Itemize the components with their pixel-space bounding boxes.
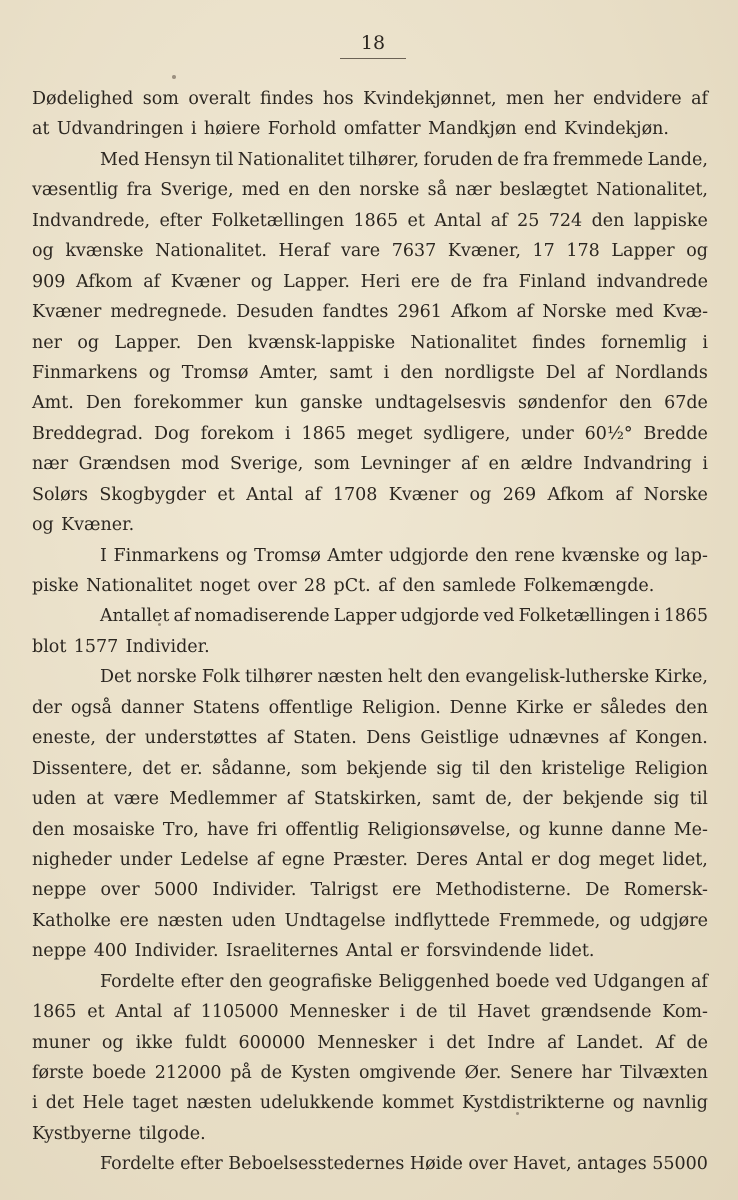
text-line: Dødelighed som overalt findes hos Kvindekjønnet, men her endvidere af bbox=[32, 89, 708, 109]
text-line: blot 1577 Individer. bbox=[32, 636, 210, 657]
text-line: i det Hele taget næsten udelukkende kommet Kystdistrikterne og navnlig bbox=[32, 1093, 708, 1114]
text-line: væsentlig fra Sverige, med en den norske så nær beslægtet Nationalitet, bbox=[32, 180, 708, 201]
text-line: eneste, der understøttes af Staten. Dens Geistlige udnævnes af Kongen. bbox=[32, 728, 708, 749]
text-line: og Kvæner. bbox=[32, 515, 135, 536]
text-line: nær Grændsen mod Sverige, som Levninger af en ældre Indvandring i bbox=[32, 454, 708, 475]
text-line: Katholke ere næsten uden Undtagelse indflyttede Fremmede, og udgjøre bbox=[32, 910, 708, 931]
body-text bbox=[32, 84, 708, 1180]
text-line: Amt. Den forekommer kun ganske undtagelsesvis søndenfor den 67de bbox=[32, 393, 708, 414]
print-speck bbox=[172, 75, 176, 79]
text-line: den mosaiske Tro, have fri offentlig Religionsøvelse, og kunne danne Me- bbox=[32, 819, 708, 840]
text-line: nigheder under Ledelse af egne Præster. Deres Antal er dog meget lidet, bbox=[32, 849, 708, 870]
text-line: neppe 400 Individer. Israeliternes Antal er forsvindende lidet. bbox=[32, 941, 595, 962]
text-line: piske Nationalitet noget over 28 pCt. af den samlede Folkemængde. bbox=[32, 576, 655, 596]
text-line: at Udvandringen i høiere Forhold omfatter Mandkjøn end Kvindekjøn. bbox=[32, 119, 669, 140]
text-line: 909 Afkom af Kvæner og Lapper. Heri ere de fra Finland indvandrede bbox=[32, 271, 708, 292]
text-line: Fordelte efter den geografiske Beliggenhed boede ved Udgangen af bbox=[100, 971, 708, 992]
text-line: neppe over 5000 Individer. Talrigst ere Methodisterne. De Romersk- bbox=[32, 880, 708, 901]
text-line: der også danner Statens offentlige Religion. Denne Kirke er således den bbox=[32, 697, 708, 718]
text-line: Med Hensyn til Nationalitet tilhører, foruden de fra fremmede Lande, bbox=[100, 149, 708, 170]
page-number: 18 bbox=[340, 30, 406, 59]
text-line: Solørs Skogbygder et Antal af 1708 Kvæner og 269 Afkom af Norske bbox=[32, 484, 708, 505]
text-line: Finmarkens og Tromsø Amter, samt i den nordligste Del af Nordlands bbox=[32, 362, 708, 383]
text-line: Fordelte efter Beboelsesstedernes Høide over Havet, antages 55000 bbox=[100, 1154, 708, 1175]
text-line: Breddegrad. Dog forekom i 1865 meget sydligere, under 60½° Bredde bbox=[32, 423, 708, 444]
text-line: ner og Lapper. Den kvænsk-lappiske Nationalitet findes fornemlig i bbox=[32, 332, 708, 353]
text-line: 1865 et Antal af 1105000 Mennesker i de til Havet grændsende Kom- bbox=[32, 1002, 708, 1023]
text-line: og kvænske Nationalitet. Heraf vare 7637 Kvæner, 17 178 Lapper og bbox=[32, 241, 708, 262]
text-line: Indvandrede, efter Folketællingen 1865 et Antal af 25 724 den lappiske bbox=[32, 210, 708, 231]
text-line: Kvæner medregnede. Desuden fandtes 2961 Afkom af Norske med Kvæ- bbox=[32, 302, 708, 323]
text-line: muner og ikke fuldt 600000 Mennesker i det Indre af Landet. Af de bbox=[32, 1032, 708, 1053]
text-line: I Finmarkens og Tromsø Amter udgjorde den rene kvænske og lap- bbox=[100, 545, 708, 566]
text-line: første boede 212000 på de Kysten omgivende Øer. Senere har Tilvæxten bbox=[32, 1063, 708, 1083]
text-line: Det norske Folk tilhører næsten helt den evangelisk-lutherske Kirke, bbox=[100, 667, 708, 688]
text-line: Kystbyerne tilgode. bbox=[32, 1123, 206, 1144]
text-line: Dissentere, det er. sådanne, som bekjende sig til den kristelige Religion bbox=[32, 758, 708, 779]
text-line: uden at være Medlemmer af Statskirken, samt de, der bekjende sig til bbox=[32, 789, 708, 810]
text-line: Antallet af nomadiserende Lapper udgjorde ved Folketællingen i 1865 bbox=[100, 606, 708, 627]
